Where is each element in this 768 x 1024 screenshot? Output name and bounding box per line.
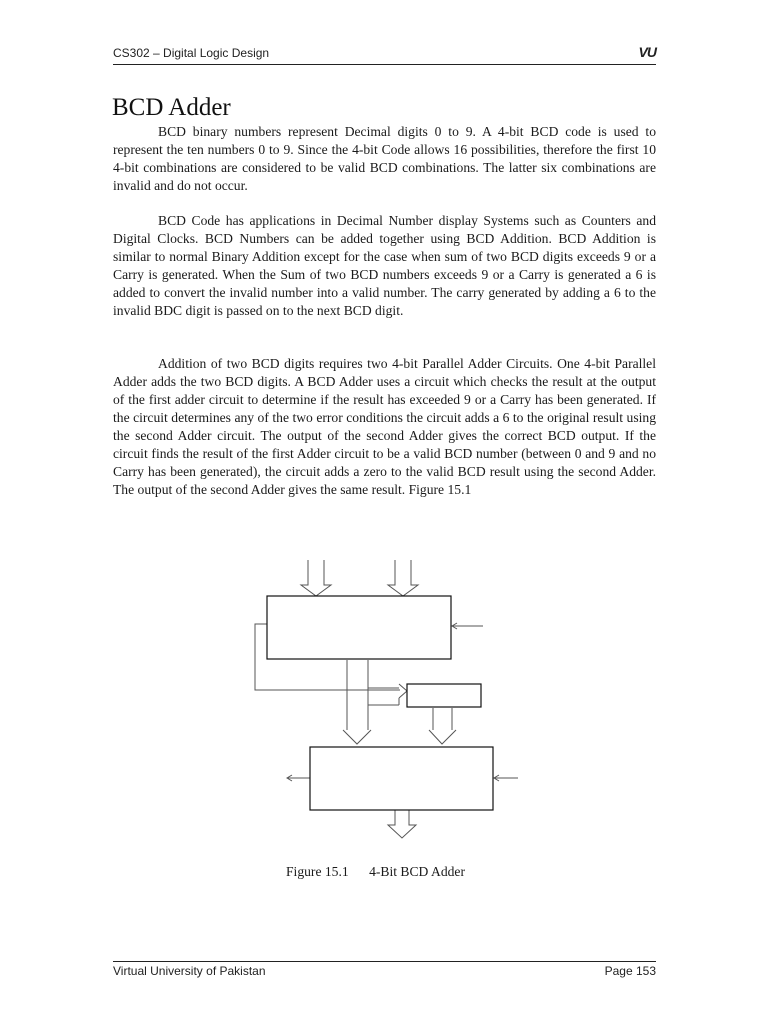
figure-caption: Figure 15.1 4-Bit BCD Adder <box>286 864 465 879</box>
sum-to-adder2-arrow <box>343 730 371 744</box>
page-number: Page 153 <box>604 964 656 978</box>
vu-logo: VU <box>638 44 656 60</box>
first-adder-block <box>267 596 451 659</box>
page-header <box>113 44 656 65</box>
bcd-adder-diagram <box>240 555 540 845</box>
course-title: CS302 – Digital Logic Design <box>113 46 270 60</box>
input-a-arrow <box>301 560 331 596</box>
university-name: Virtual University of Pakistan <box>113 964 266 978</box>
paragraph-2: BCD Code has applications in Decimal Number display Systems such as Counters and Digital Clocks. BCD Numbers can be added together using BCD Addition. BCD Addition is similar to normal Binary Addition except for the case when sum of two BCD digits exceeds 9 or a Carry is generated. When the Sum of two BCD numbers exceeds 9 or a Carry is generated a 6 is added to convert the invalid number into a valid number. The carry generated by adding a 6 to the invalid BDC digit is passed on to the next BCD digit. <box>113 213 656 318</box>
paragraph-1: BCD binary numbers represent Decimal digits 0 to 9. A 4-bit BCD code is used to represent the ten numbers 0 to 9. Since the 4-bit Code allows 16 possibilities, therefore the first 10 4-bit combinations are considered to be valid BCD combinations. The latter six combinations are invalid and do not occur. <box>113 124 656 193</box>
input-b-arrow <box>388 560 418 596</box>
paragraph-3: Addition of two BCD digits requires two 4-bit Parallel Adder Circuits. One 4-bit Parallel Adder adds the two BCD digits. A BCD Adder uses a circuit which checks the result at the output of the first adder circuit to determine if the result has exceeded 9 or a Carry has been generated. If the circuit determines any of the two error conditions the circuit adds a 6 to the original result using the second Adder circuit. The output of the second Adder gives the correct BCD output. If the circuit finds the result of the first Adder circuit to be a valid BCD number (between 0 and 9 and no Carry has been generated), the circuit adds a zero to the valid BCD result using the second Adder. The output of the second Adder gives the same result. Figure 15.1 <box>113 356 656 497</box>
second-adder-block <box>310 747 493 810</box>
check-to-adder2-arrow <box>429 730 456 744</box>
page-footer <box>113 961 656 982</box>
output-arrow <box>388 810 416 838</box>
check-circuit-block <box>407 684 481 707</box>
section-title: BCD Adder <box>112 94 231 121</box>
